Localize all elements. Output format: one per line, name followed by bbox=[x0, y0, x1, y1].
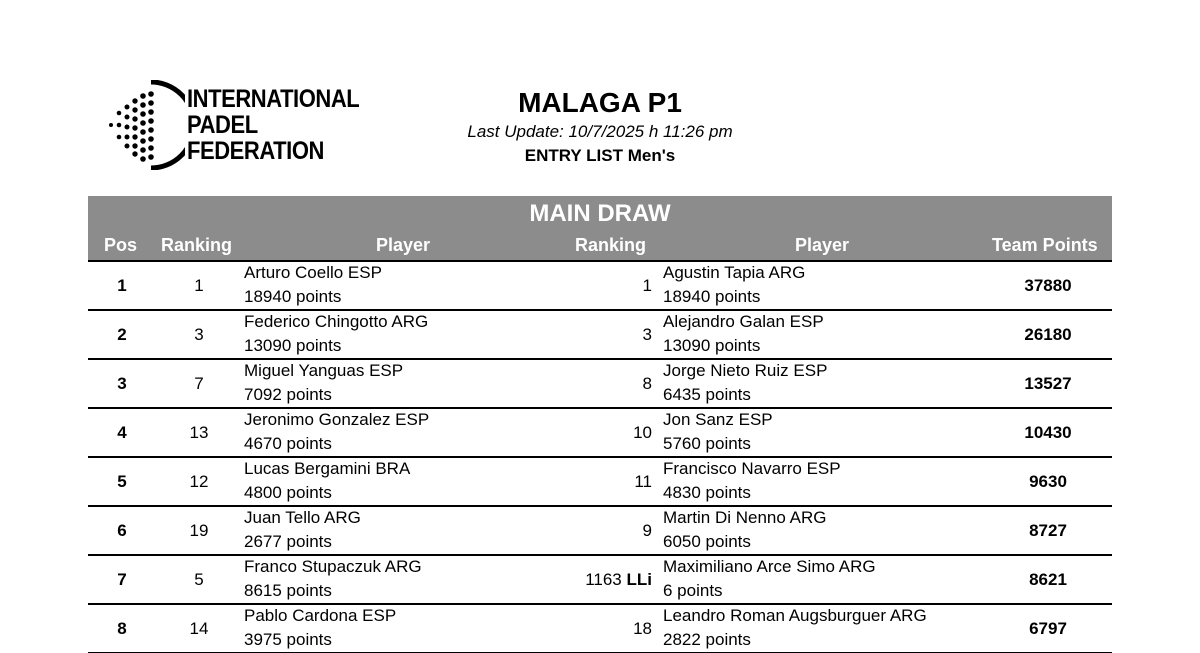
player-cell-2 bbox=[663, 457, 841, 505]
ranking-value: 3 bbox=[642, 325, 652, 344]
column-ranking-2: Ranking bbox=[575, 235, 647, 255]
logo-line: INTERNATIONAL bbox=[187, 85, 360, 113]
player-points: 7092 points bbox=[244, 385, 332, 404]
player-points: 5760 points bbox=[663, 434, 751, 453]
ranking-cell-2 bbox=[633, 619, 652, 639]
ranking-value: 18 bbox=[633, 619, 652, 638]
ranking-value: 11 bbox=[634, 472, 652, 491]
ranking-cell-2 bbox=[643, 276, 652, 296]
logo-line: FEDERATION bbox=[187, 137, 324, 165]
main-draw-title: MAIN DRAW bbox=[529, 200, 671, 227]
team-points-cell: 8727 bbox=[1029, 521, 1067, 540]
ranking-cell-2 bbox=[643, 325, 652, 345]
position-cell: 1 bbox=[117, 276, 127, 295]
player-name: Alejandro Galan ESP bbox=[663, 312, 824, 331]
ranking-value: 1 bbox=[642, 276, 652, 295]
team-points-cell: 26180 bbox=[1024, 325, 1072, 344]
player-points: 13090 points bbox=[244, 336, 342, 355]
player-name: Maximiliano Arce Simo ARG bbox=[663, 557, 876, 576]
player-cell-1 bbox=[244, 310, 428, 358]
tournament-title: MALAGA P1 bbox=[518, 87, 682, 118]
player-points: 18940 points bbox=[244, 287, 342, 306]
player-name: Leandro Roman Augsburguer ARG bbox=[663, 606, 927, 625]
position-cell: 7 bbox=[117, 570, 127, 589]
ranking-cell-1: 1 bbox=[194, 276, 204, 295]
column-team-points: Team Points bbox=[992, 235, 1098, 255]
team-points-cell: 10430 bbox=[1024, 423, 1072, 442]
ranking-cell-2 bbox=[585, 570, 652, 590]
player-name: Federico Chingotto ARG bbox=[244, 312, 429, 331]
table-row bbox=[88, 603, 1112, 652]
player-name: Agustin Tapia ARG bbox=[663, 263, 806, 282]
ranking-cell-2 bbox=[634, 472, 652, 492]
player-name: Francisco Navarro ESP bbox=[663, 459, 841, 478]
ranking-cell-1: 13 bbox=[189, 423, 209, 442]
player-name: Jon Sanz ESP bbox=[663, 410, 773, 429]
position-cell: 5 bbox=[117, 472, 127, 491]
table-body bbox=[88, 260, 1112, 653]
team-points-cell: 6797 bbox=[1029, 619, 1067, 638]
player-points: 4670 points bbox=[244, 434, 332, 453]
column-ranking-1: Ranking bbox=[161, 235, 233, 255]
entry-tag: LLi bbox=[626, 570, 652, 589]
team-points-cell: 13527 bbox=[1024, 374, 1072, 393]
team-points-cell: 8621 bbox=[1029, 570, 1067, 589]
main-draw-table bbox=[88, 196, 1112, 653]
padel-ball-icon bbox=[105, 80, 185, 170]
player-cell-1 bbox=[244, 408, 429, 456]
player-cell-2 bbox=[663, 261, 805, 309]
player-cell-1 bbox=[244, 457, 410, 505]
player-cell-2 bbox=[663, 506, 826, 554]
ranking-value: 9 bbox=[642, 521, 652, 540]
player-cell-1 bbox=[244, 506, 361, 554]
player-name: Arturo Coello ESP bbox=[244, 263, 382, 282]
column-player-1: Player bbox=[376, 235, 431, 255]
team-points-cell: 37880 bbox=[1024, 276, 1072, 295]
player-cell-2 bbox=[663, 359, 827, 407]
federation-logo bbox=[105, 80, 360, 170]
table-row bbox=[88, 358, 1112, 407]
player-name: Franco Stupaczuk ARG bbox=[244, 557, 422, 576]
table-row bbox=[88, 554, 1112, 603]
position-cell: 4 bbox=[117, 423, 127, 442]
player-name: Jeronimo Gonzalez ESP bbox=[244, 410, 430, 429]
player-cell-1 bbox=[244, 604, 396, 652]
player-points: 4800 points bbox=[244, 483, 332, 502]
entry-list-title: ENTRY LIST Men's bbox=[524, 146, 676, 165]
player-cell-2 bbox=[663, 310, 824, 358]
ranking-cell-2 bbox=[643, 374, 652, 394]
team-points-cell: 9630 bbox=[1029, 472, 1067, 491]
ranking-cell-1: 19 bbox=[189, 521, 209, 540]
position-cell: 3 bbox=[117, 374, 127, 393]
player-points: 8615 points bbox=[244, 581, 332, 600]
player-cell-1 bbox=[244, 261, 382, 309]
ranking-value: 10 bbox=[633, 423, 652, 442]
table-row bbox=[88, 407, 1112, 456]
player-cell-1 bbox=[244, 555, 422, 603]
player-cell-2 bbox=[663, 555, 876, 603]
ranking-value: 1163 bbox=[585, 570, 622, 589]
player-name: Miguel Yanguas ESP bbox=[244, 361, 404, 380]
last-update: Last Update: 10/7/2025 h 11:26 pm bbox=[467, 122, 733, 141]
player-points: 6435 points bbox=[663, 385, 751, 404]
player-cell-2 bbox=[663, 604, 927, 652]
player-points: 2822 points bbox=[663, 630, 751, 649]
federation-name bbox=[187, 86, 359, 164]
player-name: Juan Tello ARG bbox=[244, 508, 361, 527]
player-name: Lucas Bergamini BRA bbox=[244, 459, 411, 478]
ranking-cell-1: 12 bbox=[189, 472, 209, 491]
ranking-cell-2 bbox=[643, 521, 652, 541]
document-header bbox=[400, 86, 800, 166]
column-pos: Pos bbox=[104, 235, 138, 255]
position-cell: 6 bbox=[117, 521, 127, 540]
player-points: 3975 points bbox=[244, 630, 332, 649]
table-row bbox=[88, 309, 1112, 358]
player-name: Pablo Cardona ESP bbox=[244, 606, 397, 625]
player-points: 6 points bbox=[663, 581, 723, 600]
player-name: Jorge Nieto Ruiz ESP bbox=[663, 361, 828, 380]
table-header bbox=[88, 196, 1112, 260]
player-cell-2 bbox=[663, 408, 773, 456]
ranking-cell-1: 3 bbox=[194, 325, 204, 344]
player-points: 2677 points bbox=[244, 532, 332, 551]
player-name: Martin Di Nenno ARG bbox=[663, 508, 827, 527]
ranking-cell-1: 5 bbox=[194, 570, 204, 589]
column-player-2: Player bbox=[795, 235, 850, 255]
player-points: 6050 points bbox=[663, 532, 751, 551]
player-points: 18940 points bbox=[663, 287, 761, 306]
ranking-value: 8 bbox=[642, 374, 652, 393]
table-row bbox=[88, 456, 1112, 505]
player-cell-1 bbox=[244, 359, 403, 407]
table-row bbox=[88, 505, 1112, 554]
ranking-cell-1: 7 bbox=[194, 374, 204, 393]
position-cell: 8 bbox=[117, 619, 127, 638]
player-points: 13090 points bbox=[663, 336, 761, 355]
player-points: 4830 points bbox=[663, 483, 751, 502]
logo-line: PADEL bbox=[187, 111, 258, 139]
ranking-cell-1: 14 bbox=[189, 619, 209, 638]
position-cell: 2 bbox=[117, 325, 127, 344]
ranking-cell-2 bbox=[633, 423, 652, 443]
table-row bbox=[88, 260, 1112, 309]
